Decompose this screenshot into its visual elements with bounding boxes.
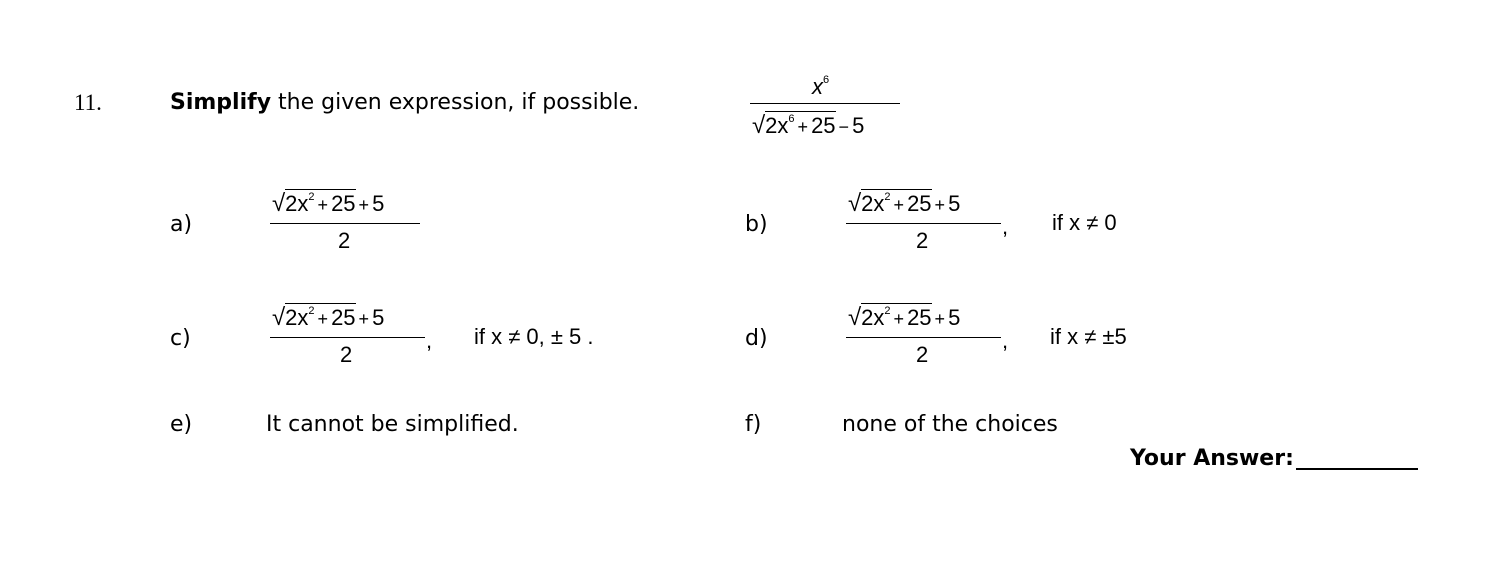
choice-b-label: b) bbox=[745, 212, 768, 237]
expression-numerator: $x^6$ bbox=[812, 74, 830, 99]
instruction-text: the given expression, if possible. bbox=[271, 90, 640, 115]
choice-c-denominator: 2 bbox=[340, 342, 353, 367]
choice-b-condition: if x ≠ 0 bbox=[1052, 210, 1117, 235]
choice-b-comma: , bbox=[1002, 214, 1009, 239]
choice-b-fraction-bar bbox=[846, 223, 1001, 224]
choice-a-label: a) bbox=[170, 212, 193, 237]
choice-d-numerator: $√2x^2 + 25 + 5$ bbox=[848, 304, 961, 331]
choice-b-denominator: 2 bbox=[916, 228, 929, 253]
answer-input[interactable] bbox=[1296, 444, 1416, 468]
choice-e-text: It cannot be simplified. bbox=[266, 412, 519, 437]
expression-fraction-bar bbox=[750, 103, 900, 104]
instruction-keyword: Simplify bbox=[170, 90, 272, 115]
radical-sign-icon: √ bbox=[752, 112, 766, 139]
choice-e-label: e) bbox=[170, 412, 193, 437]
choice-d-fraction-bar bbox=[846, 337, 1001, 338]
choice-f-label: f) bbox=[745, 412, 762, 437]
choice-d-comma: , bbox=[1002, 328, 1009, 353]
choice-d-condition: if x ≠ ±5 bbox=[1050, 324, 1127, 349]
radical-sign-icon: √ bbox=[848, 304, 862, 331]
question-instruction bbox=[170, 90, 639, 115]
expression-denominator: $√2x^6 + 25 - 5$ bbox=[752, 112, 865, 139]
choice-c-label: c) bbox=[170, 326, 191, 351]
choice-f-text: none of the choices bbox=[842, 412, 1058, 437]
choice-a-numerator: $√2x^2 + 25 + 5$ bbox=[272, 190, 385, 217]
radical-sign-icon: √ bbox=[272, 190, 286, 217]
choice-c-condition: if x ≠ 0, ± 5 . bbox=[474, 324, 594, 349]
choice-b-numerator: $√2x^2 + 25 + 5$ bbox=[848, 190, 961, 217]
question-number: 11. bbox=[74, 90, 102, 115]
choice-d-denominator: 2 bbox=[916, 342, 929, 367]
answer-label: Your Answer: bbox=[1130, 446, 1294, 471]
choice-d-label: d) bbox=[745, 326, 768, 351]
choice-a-fraction-bar bbox=[270, 223, 420, 224]
choice-c-comma: , bbox=[426, 328, 433, 353]
radical-sign-icon: √ bbox=[848, 190, 862, 217]
choice-c-numerator: $√2x^2 + 25 + 5$ bbox=[272, 304, 385, 331]
radical-sign-icon: √ bbox=[272, 304, 286, 331]
choice-a-denominator: 2 bbox=[338, 228, 351, 253]
choice-c-fraction-bar bbox=[270, 337, 425, 338]
answer-underline bbox=[1296, 468, 1418, 470]
